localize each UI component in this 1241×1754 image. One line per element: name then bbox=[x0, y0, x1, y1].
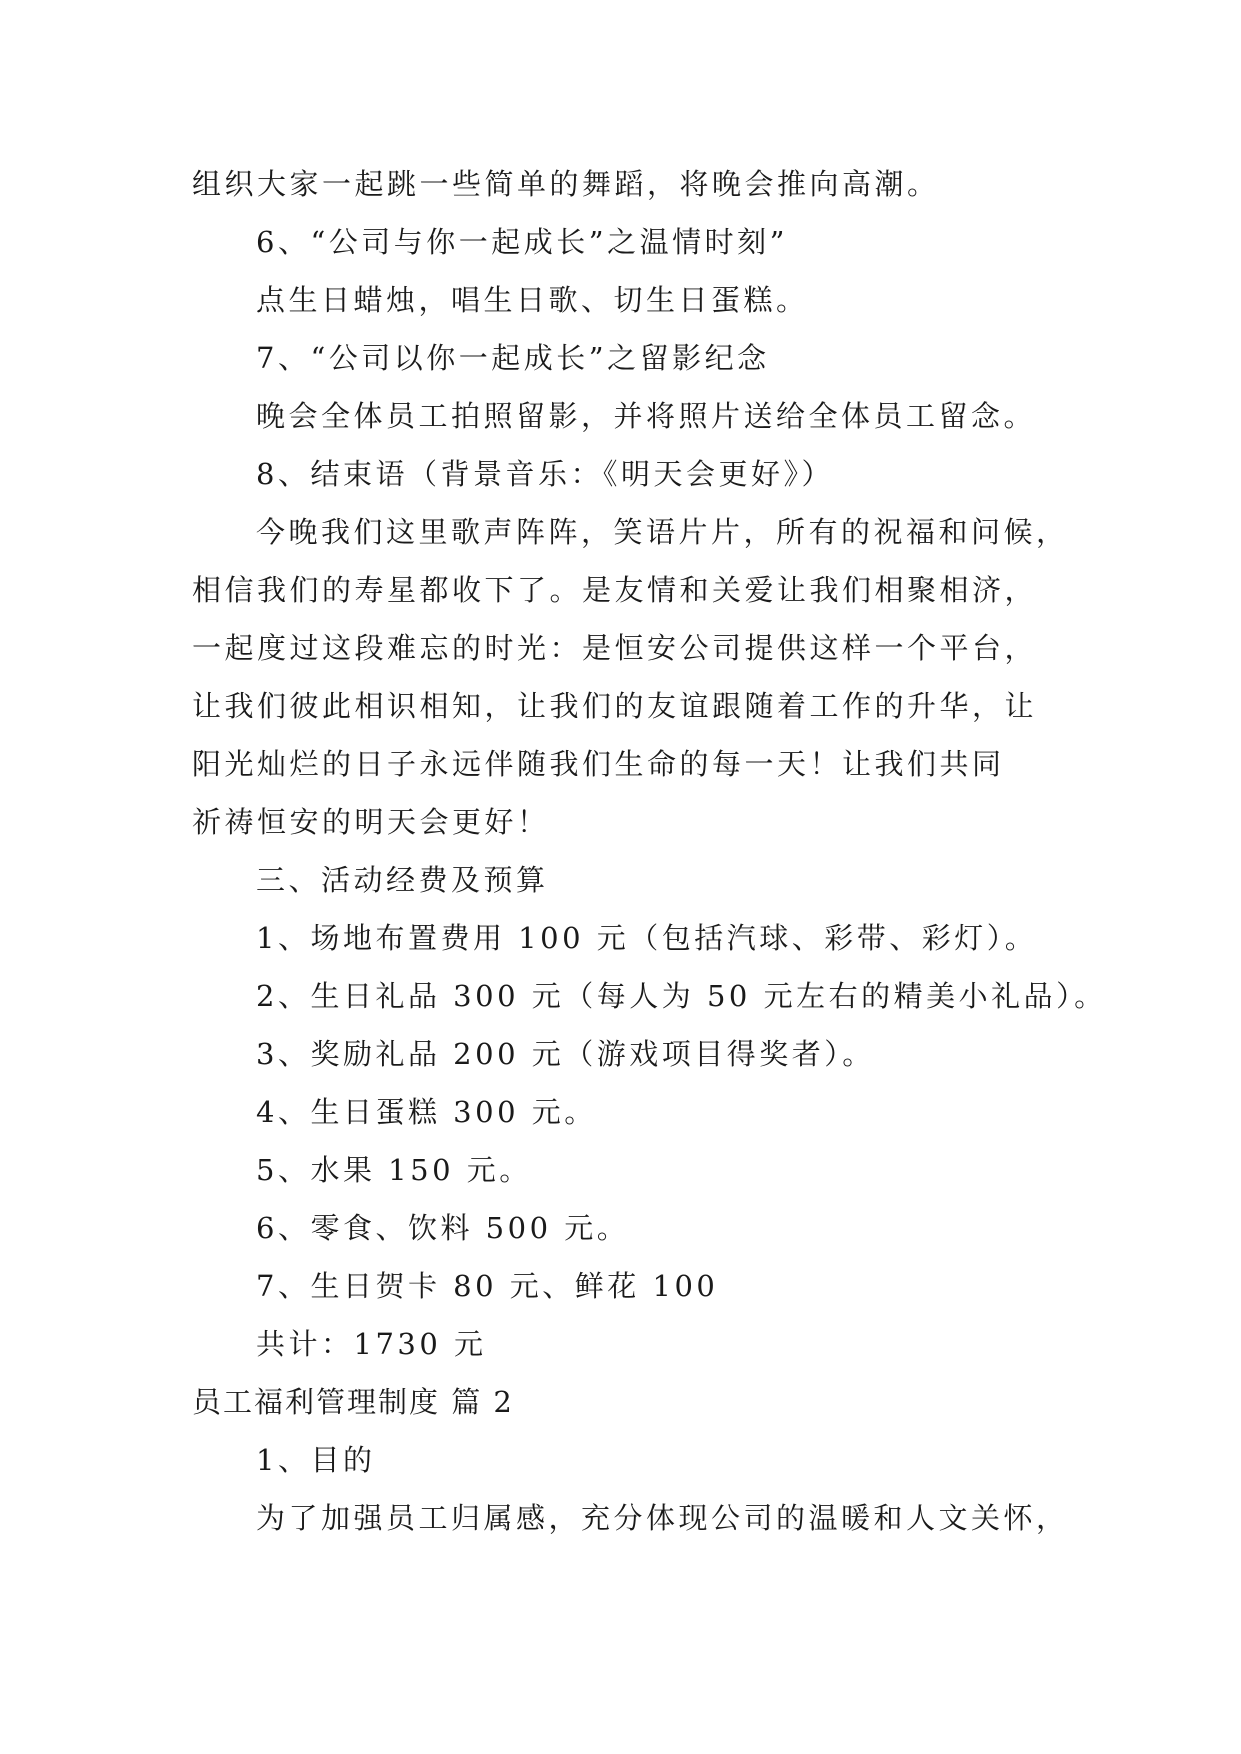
section-heading: 三、活动经费及预算 bbox=[256, 863, 549, 897]
section-heading: 1、目的 bbox=[256, 1443, 376, 1477]
paragraph-line: 祈祷恒安的明天会更好！ bbox=[192, 805, 550, 839]
paragraph-line: 为了加强员工归属感，充分体现公司的温暖和人文关怀， bbox=[256, 1501, 1069, 1535]
budget-item: 7、生日贺卡 80 元、鲜花 100 bbox=[256, 1269, 719, 1303]
paragraph-line: 一起度过这段难忘的时光：是恒安公司提供这样一个平台， bbox=[192, 631, 1038, 665]
budget-item: 2、生日礼品 300 元（每人为 50 元左右的精美小礼品）。 bbox=[256, 979, 1107, 1013]
paragraph-line: 晚会全体员工拍照留影，并将照片送给全体员工留念。 bbox=[256, 399, 1037, 433]
document-title: 员工福利管理制度 篇 2 bbox=[192, 1385, 514, 1419]
budget-item: 4、生日蛋糕 300 元。 bbox=[256, 1095, 597, 1129]
budget-item: 3、奖励礼品 200 元（游戏项目得奖者）。 bbox=[256, 1037, 875, 1071]
paragraph-line: 组织大家一起跳一些简单的舞蹈，将晚会推向高潮。 bbox=[192, 167, 940, 201]
paragraph-line: 相信我们的寿星都收下了。是友情和关爱让我们相聚相济， bbox=[192, 573, 1038, 607]
paragraph-line: 阳光灿烂的日子永远伴随我们生命的每一天！让我们共同 bbox=[192, 747, 1005, 781]
budget-item: 5、水果 150 元。 bbox=[256, 1153, 532, 1187]
budget-item: 6、零食、饮料 500 元。 bbox=[256, 1211, 630, 1245]
paragraph-line: 今晚我们这里歌声阵阵，笑语片片，所有的祝福和问候， bbox=[256, 515, 1069, 549]
section-heading: 8、结束语（背景音乐：《明天会更好》） bbox=[256, 457, 834, 491]
section-heading: 7、“公司以你一起成长”之留影纪念 bbox=[256, 341, 770, 375]
budget-total: 共计：1730 元 bbox=[256, 1327, 487, 1361]
section-heading: 6、“公司与你一起成长”之温情时刻” bbox=[256, 225, 788, 259]
paragraph-line: 点生日蜡烛，唱生日歌、切生日蛋糕。 bbox=[256, 283, 809, 317]
budget-item: 1、场地布置费用 100 元（包括汽球、彩带、彩灯）。 bbox=[256, 921, 1038, 955]
paragraph-line: 让我们彼此相识相知，让我们的友谊跟随着工作的升华，让 bbox=[192, 689, 1038, 723]
